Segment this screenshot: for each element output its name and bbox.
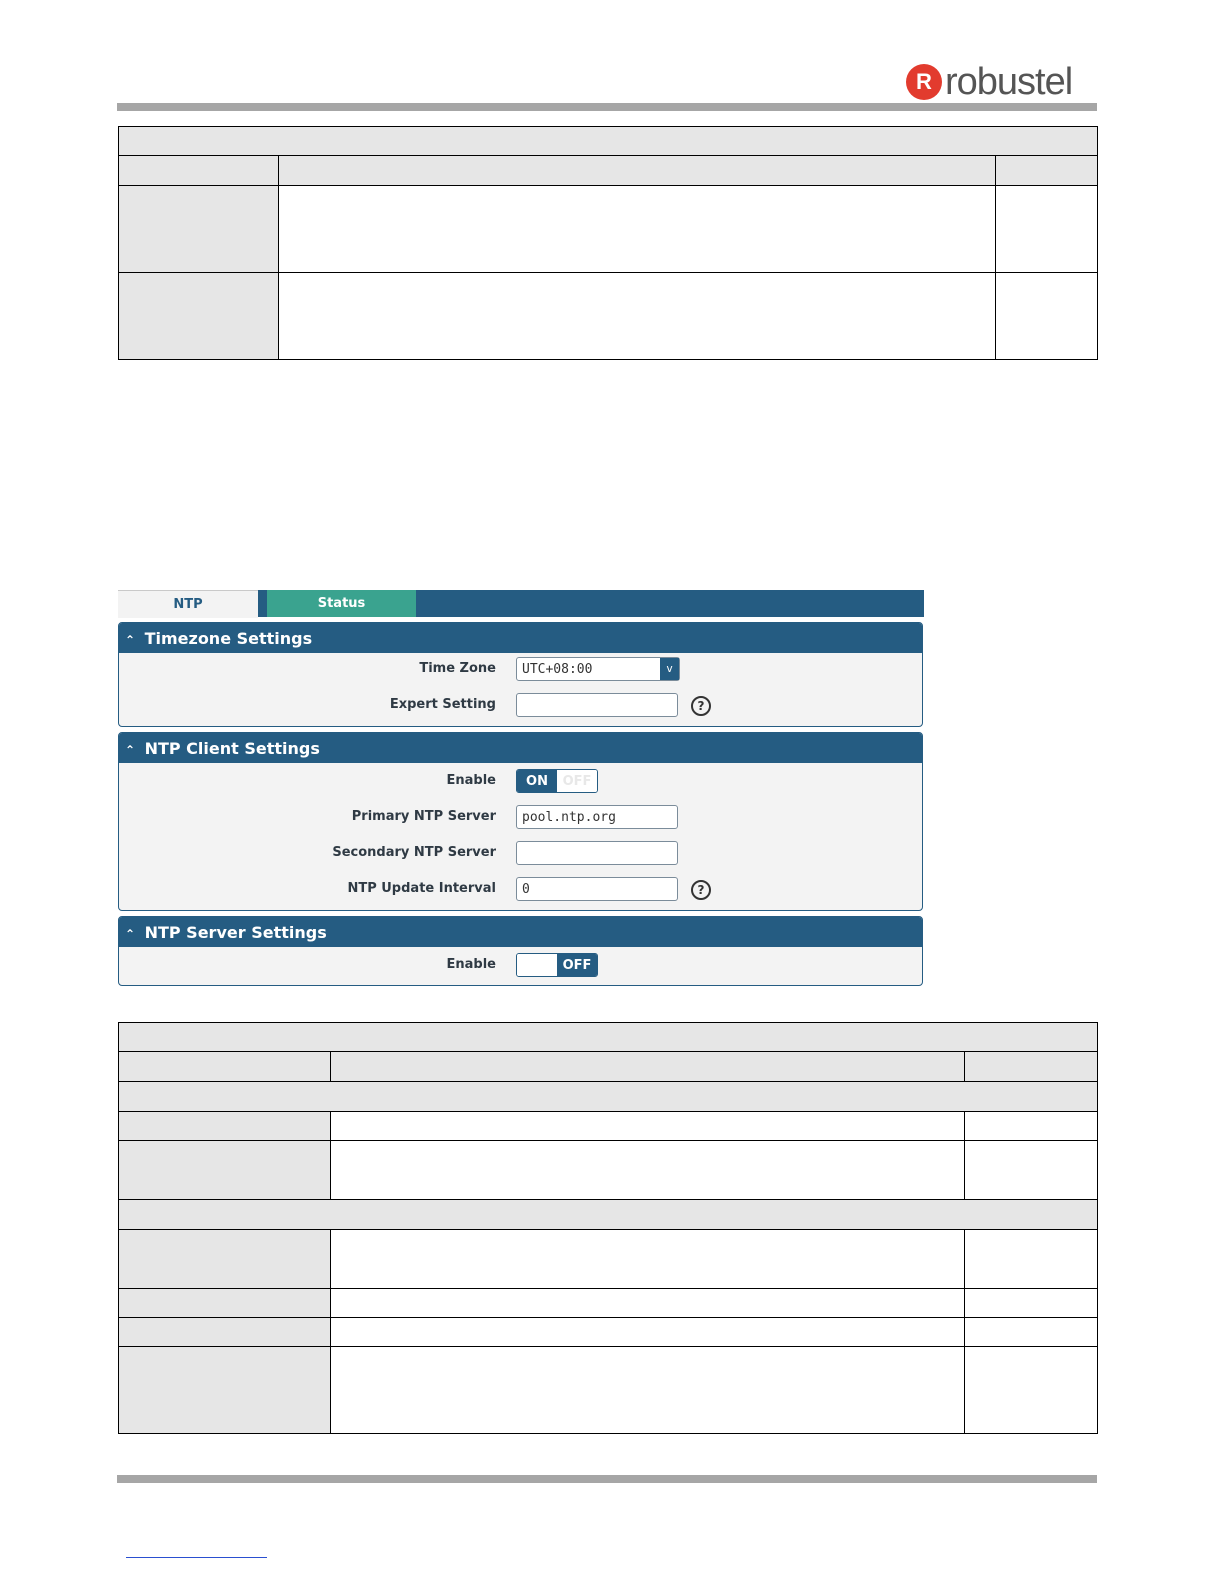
footer-rule [117,1475,1097,1483]
ntp-update-interval-row [119,877,922,903]
primary-ntp-server-label: Primary NTP Server [351,809,496,824]
ntp-update-interval-label: NTP Update Interval [347,881,496,896]
brand-name: robustel [945,61,1073,103]
toggle-off: OFF [557,770,597,792]
expert-setting-label: Expert Setting [389,697,496,712]
ntp-server-settings-header[interactable] [119,917,922,947]
panel-title: NTP Client Settings [144,739,320,758]
server-enable-toggle[interactable] [516,953,598,977]
help-icon[interactable]: ? [691,696,711,716]
footer-link-underline[interactable] [126,1557,267,1558]
expert-setting-row [119,693,922,719]
table-section-row [119,1200,1098,1230]
upper-parameter-table [118,126,1098,360]
time-zone-select[interactable] [516,657,680,681]
timezone-settings-panel [118,622,923,727]
client-enable-row [119,769,922,795]
table-title-row [119,1023,1098,1052]
table-row [119,1141,1098,1200]
secondary-ntp-server-input[interactable] [516,841,678,865]
server-enable-row [119,953,922,979]
panel-title: NTP Server Settings [144,923,327,942]
primary-ntp-server-row [119,805,922,831]
ntp-update-interval-input[interactable]: 0 [516,877,678,901]
toggle-off: OFF [557,954,597,976]
lower-parameter-table [118,1022,1098,1434]
header-rule [117,103,1097,111]
timezone-settings-header[interactable] [119,623,922,653]
ntp-settings-screenshot [118,589,924,987]
panel-title: Timezone Settings [144,629,313,648]
toggle-on: ON [517,770,557,792]
secondary-ntp-server-row [119,841,922,867]
tab-ntp[interactable]: NTP [118,590,258,618]
ntp-server-settings-panel [118,916,923,986]
table-row [119,1289,1098,1318]
toggle-on [517,954,557,976]
table-row [119,1318,1098,1347]
tab-status[interactable]: Status [267,590,416,617]
time-zone-row [119,657,922,683]
client-enable-label: Enable [446,773,496,788]
table-row [119,186,1098,273]
server-enable-label: Enable [446,957,496,972]
chevron-down-icon: v [660,658,679,680]
chevron-up-icon: ⌃ [125,927,136,941]
chevron-up-icon: ⌃ [125,633,136,647]
table-title-row [119,127,1098,156]
tab-bar [118,590,924,617]
chevron-up-icon: ⌃ [125,743,136,757]
table-header-row [119,1052,1098,1082]
primary-ntp-server-input[interactable]: pool.ntp.org [516,805,678,829]
time-zone-label: Time Zone [419,661,496,676]
robustel-logo-icon: R [906,64,942,100]
ntp-client-settings-panel [118,732,923,911]
table-row [119,273,1098,360]
table-section-row [119,1082,1098,1112]
client-enable-toggle[interactable] [516,769,598,793]
secondary-ntp-server-label: Secondary NTP Server [332,845,496,860]
table-row [119,1112,1098,1141]
table-row [119,1230,1098,1289]
time-zone-value: UTC+08:00 [522,662,593,677]
ntp-client-settings-header[interactable] [119,733,922,763]
brand-logo [906,62,1072,102]
expert-setting-input[interactable] [516,693,678,717]
help-icon[interactable]: ? [691,880,711,900]
table-header-row [119,156,1098,186]
table-row [119,1347,1098,1434]
